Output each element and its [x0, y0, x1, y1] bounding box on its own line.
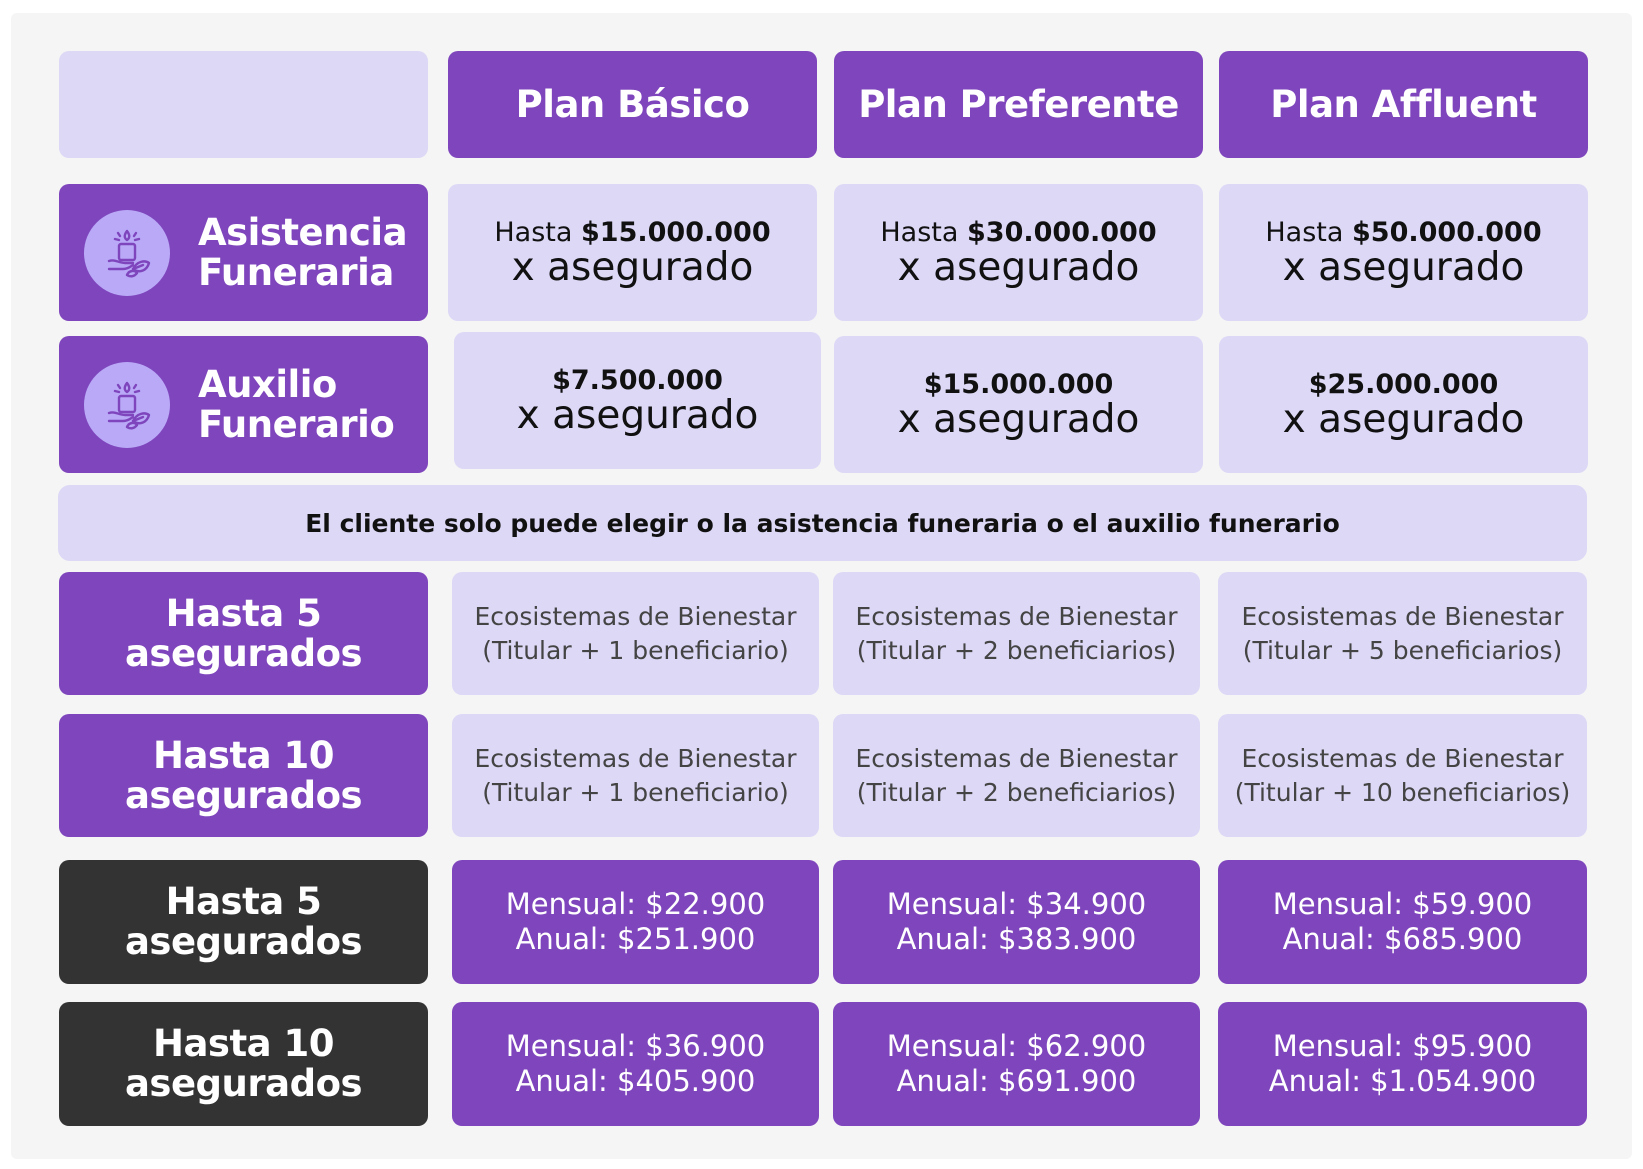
row-label-price-10: Hasta 10 asegurados: [59, 1002, 428, 1126]
header-plan-basico: [448, 51, 817, 158]
annual-price: Anual: $1.054.900: [1268, 1064, 1537, 1098]
header-plan-preferente: [834, 51, 1203, 158]
annual-price: Anual: $251.900: [515, 922, 756, 956]
price5-cell-affluent: [1218, 860, 1587, 984]
monthly-price: Mensual: $22.900: [505, 887, 766, 921]
price5-cell-preferente: [833, 860, 1200, 984]
note-banner: [58, 485, 1587, 561]
amount-value: $30.000.000: [967, 216, 1157, 248]
eco5-cell-preferente: Ecosistemas de Bienestar (Titular + 2 beneficiarios): [833, 572, 1200, 695]
amount-value: $15.000.000: [923, 368, 1114, 400]
eco10-cell-preferente: Ecosistemas de Bienestar (Titular + 2 beneficiarios): [833, 714, 1200, 837]
header-empty-cell: [59, 51, 428, 158]
note-text: El cliente solo puede elegir o la asistencia funeraria o el auxilio funerario: [305, 508, 1340, 538]
monthly-price: Mensual: $62.900: [886, 1029, 1147, 1063]
eco10-cell-basico: Ecosistemas de Bienestar (Titular + 1 beneficiario): [452, 714, 819, 837]
amount-value: $7.500.000: [552, 364, 723, 396]
asistencia-cell-basico: Hasta $15.000.000 x asegurado: [448, 184, 817, 321]
row-label-text: Auxilio Funerario: [198, 362, 395, 446]
annual-price: Anual: $685.900: [1282, 922, 1523, 956]
amount-value: $50.000.000: [1352, 216, 1542, 248]
price10-cell-affluent: [1218, 1002, 1587, 1126]
price10-cell-preferente: [833, 1002, 1200, 1126]
monthly-price: Mensual: $95.900: [1272, 1029, 1533, 1063]
eco5-cell-affluent: Ecosistemas de Bienestar (Titular + 5 beneficiarios): [1218, 572, 1587, 695]
row-label-price-5: Hasta 5 asegurados: [59, 860, 428, 984]
auxilio-cell-basico: $7.500.000 x asegurado: [454, 332, 821, 469]
auxilio-cell-preferente: $15.000.000 x asegurado: [834, 336, 1203, 473]
auxilio-cell-affluent: $25.000.000 x asegurado: [1219, 336, 1588, 473]
annual-price: Anual: $405.900: [515, 1064, 756, 1098]
amount-value: $15.000.000: [581, 216, 771, 248]
monthly-price: Mensual: $34.900: [886, 887, 1147, 921]
funeral-candle-icon: [84, 210, 170, 296]
funeral-candle-icon: [84, 362, 170, 448]
plan-name: Plan Affluent: [1270, 83, 1537, 126]
monthly-price: Mensual: $36.900: [505, 1029, 766, 1063]
header-plan-affluent: [1219, 51, 1588, 158]
row-label-asistencia: [59, 184, 428, 321]
row-label-text: Asistencia Funeraria: [198, 210, 408, 294]
row-label-eco-5: Hasta 5 asegurados: [59, 572, 428, 695]
row-label-auxilio: [59, 336, 428, 473]
eco5-cell-basico: Ecosistemas de Bienestar (Titular + 1 beneficiario): [452, 572, 819, 695]
amount-value: $25.000.000: [1308, 368, 1499, 400]
row-label-eco-10: Hasta 10 asegurados: [59, 714, 428, 837]
plan-name: Plan Preferente: [858, 83, 1179, 126]
annual-price: Anual: $383.900: [896, 922, 1137, 956]
asistencia-cell-preferente: Hasta $30.000.000 x asegurado: [834, 184, 1203, 321]
monthly-price: Mensual: $59.900: [1272, 887, 1533, 921]
plan-name: Plan Básico: [515, 83, 750, 126]
price5-cell-basico: [452, 860, 819, 984]
price10-cell-basico: [452, 1002, 819, 1126]
eco10-cell-affluent: Ecosistemas de Bienestar (Titular + 10 beneficiarios): [1218, 714, 1587, 837]
annual-price: Anual: $691.900: [896, 1064, 1137, 1098]
asistencia-cell-affluent: Hasta $50.000.000 x asegurado: [1219, 184, 1588, 321]
